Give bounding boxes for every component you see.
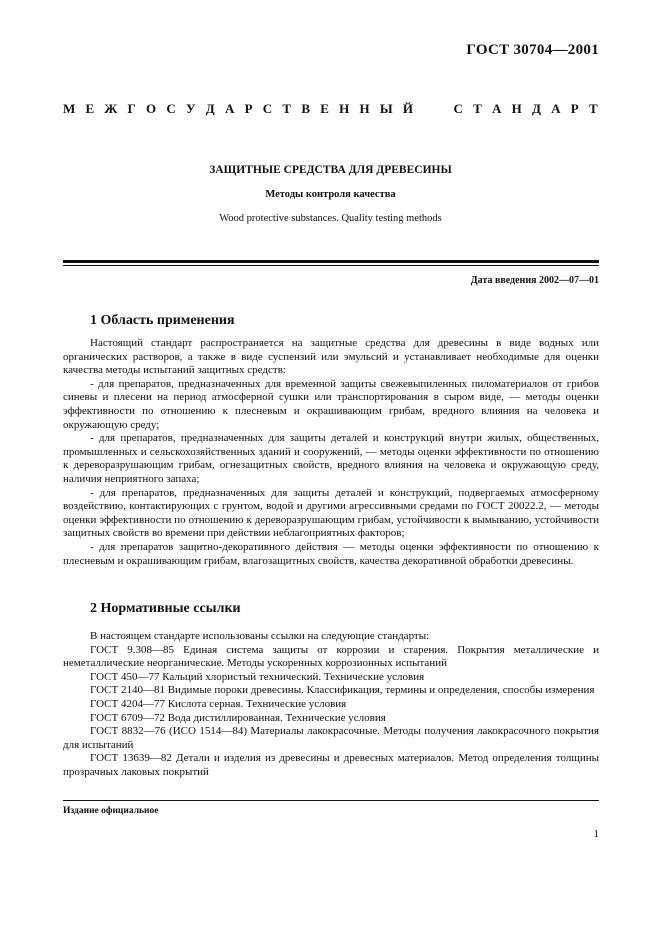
- official-edition-label: Издание официальное: [63, 806, 159, 816]
- gost-number: ГОСТ 30704—2001: [466, 42, 599, 58]
- english-title: Wood protective substances. Quality testing methods: [219, 213, 442, 224]
- letter: Д: [205, 101, 215, 116]
- letter: А: [224, 101, 235, 116]
- letter: С: [453, 101, 463, 116]
- letter: Ж: [104, 101, 118, 116]
- letter: А: [551, 101, 561, 116]
- letter: Р: [570, 101, 579, 116]
- letter: Н: [359, 101, 370, 116]
- reference-item: ГОСТ 6709—72 Вода дистиллированная. Технические условия: [90, 711, 386, 724]
- letter: А: [491, 101, 502, 116]
- letter: Т: [588, 101, 598, 116]
- paragraph: - для препаратов, предназначенных для временной защиты свежевыпиленных пиломатериалов от грибов синевы и плесени на период атмосферной сушки или транспортирования в сыром виде, — методы оценки эффективности по отношению к плесневым и окрашивающим грибам, вредного влияния на человека и окружающую среду;: [63, 377, 599, 431]
- paragraph: Настоящий стандарт распространяется на защитные средства для древесины в виде водных или органических растворов, а также в виде суспензий или эмульсий и устанавливает необходимые для оценки качества методы испытаний защитных средств:: [63, 337, 599, 377]
- standard-type-heading: [63, 101, 598, 117]
- section-2-body: [63, 630, 599, 780]
- letter: У: [186, 101, 196, 116]
- reference-item: ГОСТ 13639—82 Детали и изделия из древесины и древесных материалов. Метод определения толщины прозрачных лаковых покрытий: [63, 752, 599, 778]
- letter: М: [63, 101, 76, 116]
- letter: В: [301, 101, 310, 116]
- introduction-date: Дата введения 2002—07—01: [470, 275, 599, 286]
- letter: Е: [85, 101, 95, 116]
- paragraph: - для препаратов, предназначенных для защиты деталей и конструкций, подвергаемых атмосферному воздействию, контактирующих с грунтом, водой и другими агрессивными средами по ГОСТ 20022.2, — методы оценки эффективности по отношению к дереворазрушающим грибам, устойчивости к вымыванию, устойчивости защитных свойств во времени при действии неблагоприятных факторов;: [63, 486, 599, 540]
- title-divider-thin: [63, 265, 599, 266]
- document-title: ЗАЩИТНЫЕ СРЕДСТВА ДЛЯ ДРЕВЕСИНЫ: [209, 164, 452, 176]
- letter: С: [166, 101, 176, 116]
- letter: Р: [244, 101, 253, 116]
- word-gap: [423, 101, 443, 117]
- paragraph: В настоящем стандарте использованы ссылки на следующие стандарты:: [90, 630, 430, 642]
- footer-divider: [63, 800, 599, 801]
- letter: Й: [402, 101, 413, 116]
- reference-item: ГОСТ 8832—76 (ИСО 1514—84) Материалы лакокрасочные. Методы получения лакокрасочного покрытия для испытаний: [63, 725, 599, 751]
- reference-item: ГОСТ 9.308—85 Единая система защиты от коррозии и старения. Покрытия металлические и неметаллические неорганические. Методы ускоренных коррозионных испытаний: [63, 643, 599, 670]
- page-number: 1: [593, 828, 599, 840]
- section-1-body: [63, 337, 599, 568]
- section-1-heading: 1 Область применения: [90, 313, 235, 328]
- paragraph: - для препаратов защитно-декоративного действия — методы оценки эффективности по отношению к плесневым и окрашивающим грибам, влагозащитных свойств, качества декоративной обработки древесины.: [63, 540, 599, 567]
- reference-item: ГОСТ 4204—77 Кислота серная. Технические условия: [90, 697, 347, 710]
- letter: Н: [339, 101, 350, 116]
- letter: Ы: [379, 101, 393, 116]
- document-subtitle: Методы контроля качества: [265, 189, 396, 200]
- letter: Т: [473, 101, 482, 116]
- letter: Е: [320, 101, 329, 116]
- letter: О: [146, 101, 157, 116]
- title-divider-thick: [63, 260, 599, 263]
- paragraph: - для препаратов, предназначенных для защиты деталей и конструкций внутри жилых, общественных, промышленных и сельскохозяйственных зданий и сооружений, — методы оценки эффективности по отношению к дереворазрушающим грибам, огнезащитных свойств, вредного влияния на человека и окружающую среду, наличия неприятного запаха;: [63, 432, 599, 485]
- letter: С: [262, 101, 273, 116]
- letter: Н: [511, 101, 522, 116]
- letter: Г: [127, 101, 136, 116]
- reference-item: ГОСТ 450—77 Кальций хлористый технический. Технические условия: [90, 670, 425, 683]
- reference-item: ГОСТ 2140—81 Видимые пороки древесины. Классификация, термины и определения, способы измерения: [90, 684, 595, 697]
- section-2-heading: 2 Нормативные ссылки: [90, 601, 241, 616]
- letter: Д: [531, 101, 541, 116]
- letter: Т: [282, 101, 292, 116]
